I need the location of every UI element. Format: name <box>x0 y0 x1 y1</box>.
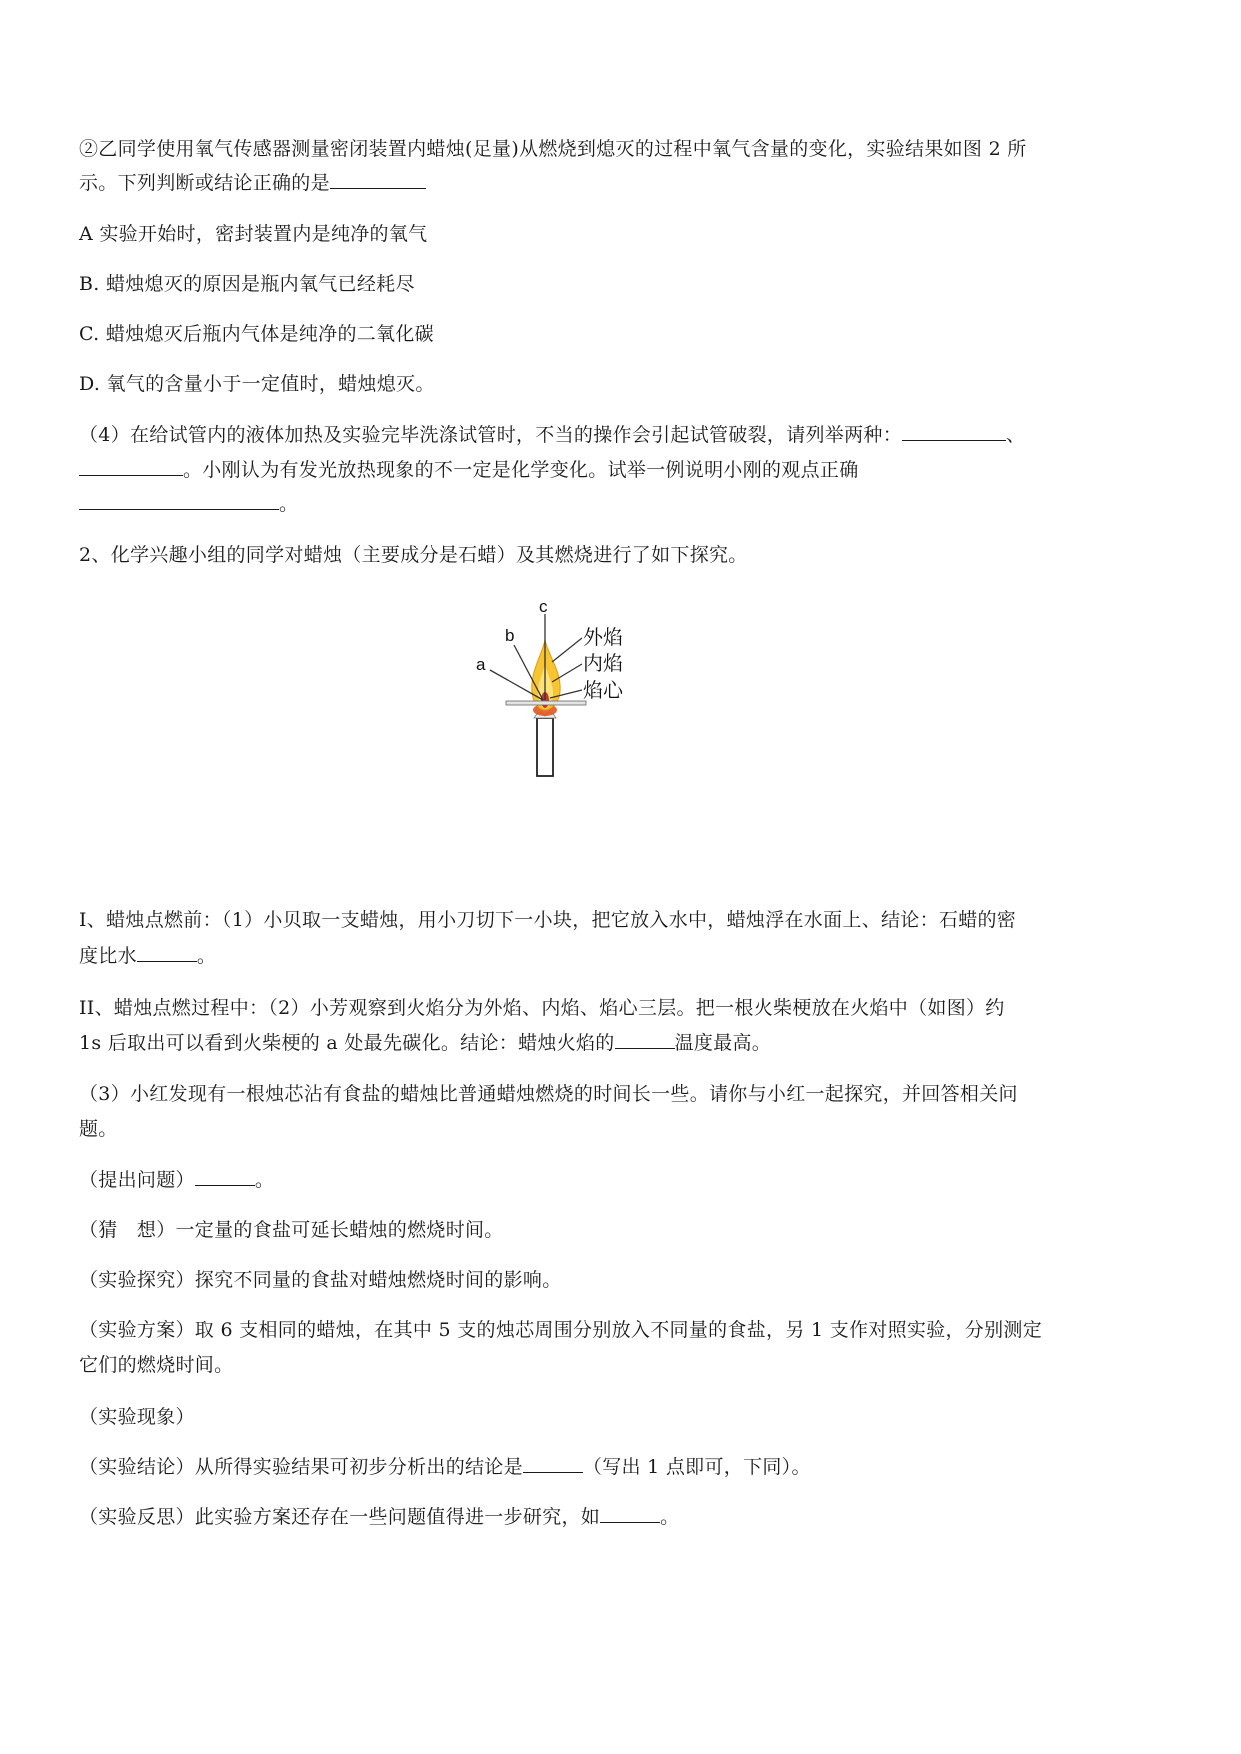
raise-question-period: 。 <box>254 1169 275 1191</box>
pointer-outer-flame <box>552 638 582 662</box>
label-a: a <box>476 655 486 674</box>
q2-part1-line1: I、蜡烛点燃前：（1）小贝取一支蜡烛，用小刀切下一小块，把它放入水中，蜡烛浮在水面上、结论：石蜡的密 <box>79 909 1017 931</box>
experiment-plan-line2: 它们的燃烧时间。 <box>79 1354 234 1376</box>
raise-question <box>79 1167 274 1193</box>
experiment-phenomenon: （实验现象） <box>79 1406 195 1428</box>
experiment-plan-line1: （实验方案）取 6 支相同的蜡烛，在其中 5 支的烛芯周围分别放入不同量的食盐，另 1 支作对照实验，分别测定 <box>79 1319 1043 1341</box>
q2-part2-text: 1s 后取出可以看到火柴梗的 a 处最先碳化。结论：蜡烛火焰的 <box>79 1032 615 1054</box>
match-stick <box>506 701 586 705</box>
option-c: C. 蜡烛熄灭后瓶内气体是纯净的二氧化碳 <box>79 323 434 345</box>
label-inner-flame: 内焰 <box>583 651 623 675</box>
q2-part2-line1: II、蜡烛点燃过程中：（2）小芳观察到火焰分为外焰、内焰、焰心三层。把一根火柴梗放在火焰中（如图）约 <box>79 997 1005 1019</box>
conclusion-text: （实验结论）从所得实验结果可初步分析出的结论是 <box>79 1456 523 1478</box>
q2-part1-text: 度比水 <box>79 945 137 967</box>
raise-question-label: （提出问题） <box>79 1169 195 1191</box>
label-b: b <box>505 626 515 645</box>
answer-blank[interactable] <box>523 1454 583 1473</box>
q1-sub4-separator: 、 <box>1006 424 1026 446</box>
q2-part1-period: 。 <box>196 945 217 967</box>
answer-blank[interactable] <box>79 457 183 476</box>
answer-blank[interactable] <box>137 943 197 962</box>
conclusion-note: （写出 1 点即可，下同）。 <box>582 1456 811 1478</box>
experiment-explore: （实验探究）探究不同量的食盐对蜡烛燃烧时间的影响。 <box>79 1269 562 1291</box>
q1-sub4-line3 <box>79 491 298 517</box>
q1-sub4-line1 <box>79 422 1025 448</box>
option-a: A 实验开始时，密封装置内是纯净的氧气 <box>79 223 428 245</box>
experiment-reflection <box>79 1504 679 1530</box>
q2-sub3-line2: 题。 <box>79 1118 118 1140</box>
hypothesis: （猜 想）一定量的食盐可延长蜡烛的燃烧时间。 <box>79 1219 504 1241</box>
answer-blank[interactable] <box>79 491 279 510</box>
reflection-period: 。 <box>660 1506 680 1528</box>
label-outer-flame: 外焰 <box>583 625 623 649</box>
q1-sub4-period: 。 <box>279 493 299 515</box>
q1-sub2-question-text: 示。下列判断或结论正确的是 <box>79 172 330 194</box>
answer-blank[interactable] <box>902 422 1006 441</box>
option-b: B. 蜡烛熄灭的原因是瓶内氧气已经耗尽 <box>79 273 415 295</box>
q2-part1-line2 <box>79 943 216 969</box>
answer-blank[interactable] <box>615 1030 675 1049</box>
q2-part2-text-end: 温度最高。 <box>674 1032 772 1054</box>
option-d: D. 氧气的含量小于一定值时，蜡烛熄灭。 <box>79 373 435 395</box>
answer-blank[interactable] <box>600 1504 660 1523</box>
candle-body <box>537 718 553 776</box>
answer-blank[interactable] <box>330 170 426 189</box>
q1-sub2-line1: ②乙同学使用氧气传感器测量密闭装置内蜡烛(足量)从燃烧到熄灭的过程中氧气含量的变化，实验结果如图 2 所 <box>79 138 1027 160</box>
q1-sub4-text: 。小刚认为有发光放热现象的不一定是化学变化。试举一例说明小刚的观点正确 <box>183 459 859 481</box>
q1-sub4-text: （4）在给试管内的液体加热及实验完毕洗涤试管时，不当的操作会引起试管破裂，请列举两种： <box>79 424 902 446</box>
q2-intro: 2、化学兴趣小组的同学对蜡烛（主要成分是石蜡）及其燃烧进行了如下探究。 <box>79 544 748 566</box>
q2-sub3-line1: （3）小红发现有一根烛芯沾有食盐的蜡烛比普通蜡烛燃烧的时间长一些。请你与小红一起探究，并回答相关问 <box>79 1083 1018 1105</box>
q2-part2-line2 <box>79 1030 771 1056</box>
reflection-text: （实验反思）此实验方案还存在一些问题值得进一步研究，如 <box>79 1506 601 1528</box>
answer-blank[interactable] <box>195 1167 255 1186</box>
label-c: c <box>539 600 548 616</box>
q1-sub2-line2 <box>79 170 426 196</box>
figure-annotations <box>470 600 730 800</box>
label-flame-core: 焰心 <box>583 678 623 702</box>
q1-sub4-line2 <box>79 457 859 483</box>
experiment-conclusion <box>79 1454 811 1480</box>
